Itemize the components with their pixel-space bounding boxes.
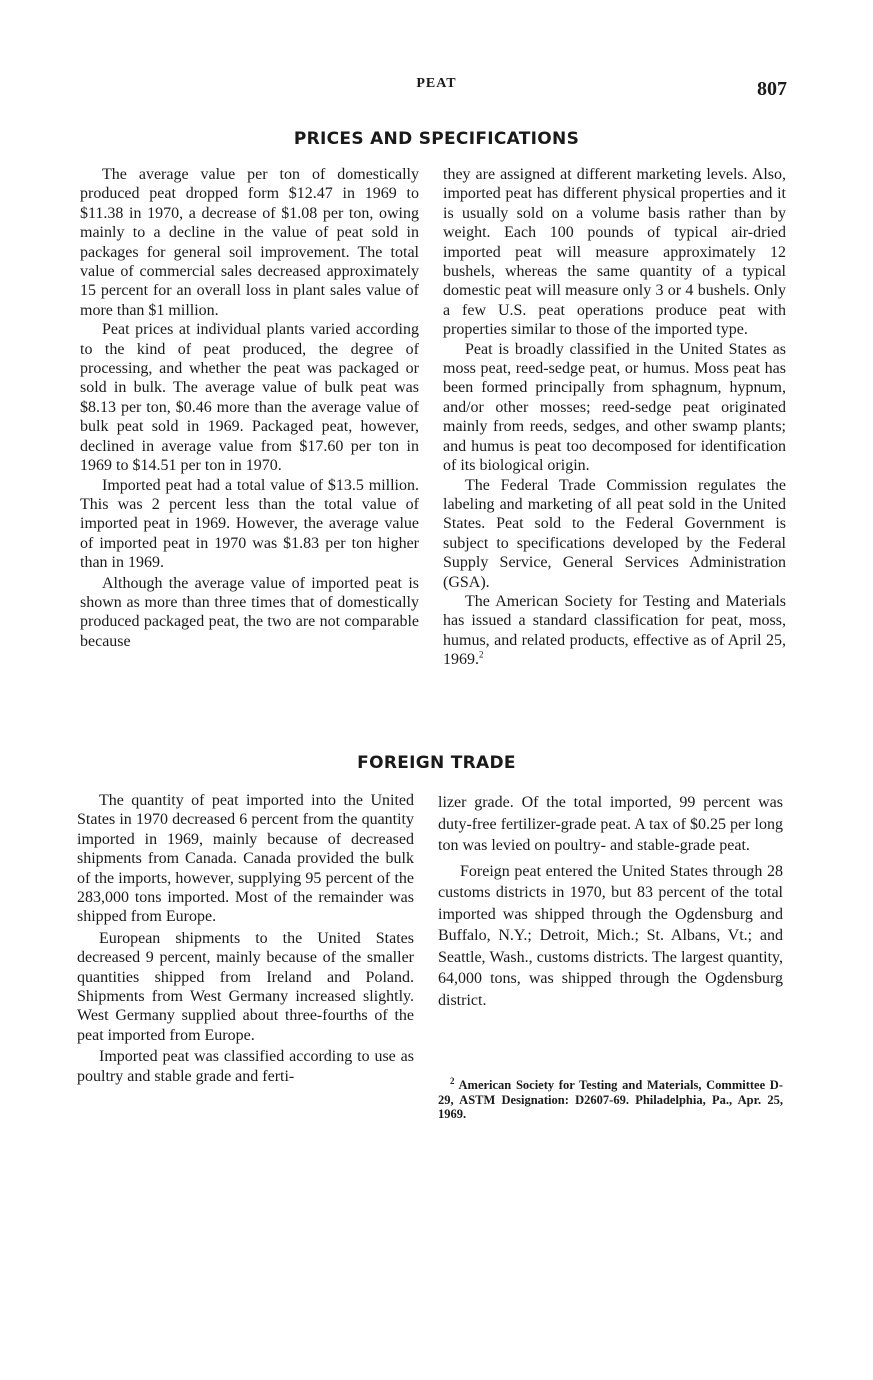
footnote-marker: 2 <box>450 1075 455 1086</box>
paragraph: European shipments to the United States decreased 9 percent, mainly because of the smaller quantities shipped from Ireland and Poland. Shipments from West Germany increased slightly. West Germany supplied about three-fourths of the peat imported from Europe. <box>77 929 414 1044</box>
paragraph-text: The American Society for Testing and Materials has issued a standard classification for peat, moss, humus, and related products, effective as of April 25, 1969. <box>443 592 786 669</box>
paragraph: Although the average value of imported peat is shown as more than three times that of domestically produced packaged peat, the two are not comparable because <box>80 574 419 650</box>
footnote-text: American Society for Testing and Materials, Committee D-29, ASTM Designation: D2607-69. Philadelphia, Pa., Apr. 25, 1969. <box>438 1078 783 1121</box>
footnote-body <box>438 1075 783 1122</box>
page-number: 807 <box>757 78 787 100</box>
prices-left-column <box>80 165 419 651</box>
footnote-reference: 2 <box>479 649 484 660</box>
paragraph-with-footnote <box>443 592 786 670</box>
paragraph: The Federal Trade Commission regulates the labeling and marketing of all peat sold in the United States. Peat sold to the Federal Government is subject to specifications developed by the Federal Supply Service, General Services Administration (GSA). <box>443 476 786 591</box>
paragraph: Imported peat was classified according to use as poultry and stable grade and ferti- <box>77 1048 414 1085</box>
paragraph: The average value per ton of domestically produced peat dropped form $12.47 in 1969 to $11.38 in 1970, a decrease of $1.08 per ton, owing mainly to a decline in the value of peat sold in packages for general soil improvement. The total value of commercial sales decreased approximately 15 percent for an overall loss in plant sales value of more than $1 million. <box>80 166 419 319</box>
paragraph: Foreign peat entered the United States through 28 customs districts in 1970, but 83 percent of the total imported was shipped through the Ogdensburg and Buffalo, N.Y.; Detroit, Mich.; St. Albans, Vt.; and Seattle, Wash., customs districts. The largest quantity, 64,000 tons, was shipped through the Ogdensburg district. <box>438 862 783 1009</box>
footnote <box>438 1075 783 1122</box>
paragraph: lizer grade. Of the total imported, 99 percent was duty-free fertilizer-grade peat. A tax of $0.25 per long ton was levied on poultry- and stable-grade peat. <box>438 794 783 854</box>
paragraph: Peat is broadly classified in the United States as moss peat, reed-sedge peat, or humus. Moss peat has been formed principally from sphagnum, hypnum, and/or other mosses; reed-sedge peat originated mainly from reeds, sedges, and other swamp plants; and humus is peat too decomposed for identification of its biological origin. <box>443 340 786 475</box>
foreign-trade-section-heading: FOREIGN TRADE <box>357 753 516 773</box>
paragraph: The quantity of peat imported into the United States in 1970 decreased 6 percent from the quantity imported in 1969, mainly because of decreased shipments from Canada. Canada provided the bulk of the imports, however, supplying 95 percent of the 283,000 tons imported. Most of the remainder was shipped from Europe. <box>77 792 414 926</box>
paragraph: they are assigned at different marketing levels. Also, imported peat has different physical properties and it is usually sold on a volume basis rather than by weight. Each 100 pounds of typical air-dried imported peat will measure approximately 12 bushels, whereas the same quantity of a typical domestic peat will measure only 3 or 4 bushels. Only a few U.S. peat operations produce peat with properties similar to those of the imported type. <box>443 166 786 339</box>
foreign-trade-right-column <box>438 792 783 1011</box>
running-head-title: PEAT <box>416 76 457 91</box>
prices-section-heading: PRICES AND SPECIFICATIONS <box>293 129 580 149</box>
paragraph: Peat prices at individual plants varied according to the kind of peat produced, the degree of processing, and whether the peat was packaged or sold in bulk. The average value of bulk peat was $8.13 per ton, $0.46 more than the average value of bulk peat sold in 1969. Packaged peat, however, declined in average value from $17.60 per ton in 1969 to $14.51 per ton in 1970. <box>80 321 419 475</box>
prices-right-column <box>443 165 786 670</box>
foreign-trade-left-column <box>77 791 414 1086</box>
paragraph: Imported peat had a total value of $13.5 million. This was 2 percent less than the total value of imported peat in 1969. However, the average value of imported peat in 1970 was $1.83 per ton higher than in 1969. <box>80 476 419 572</box>
